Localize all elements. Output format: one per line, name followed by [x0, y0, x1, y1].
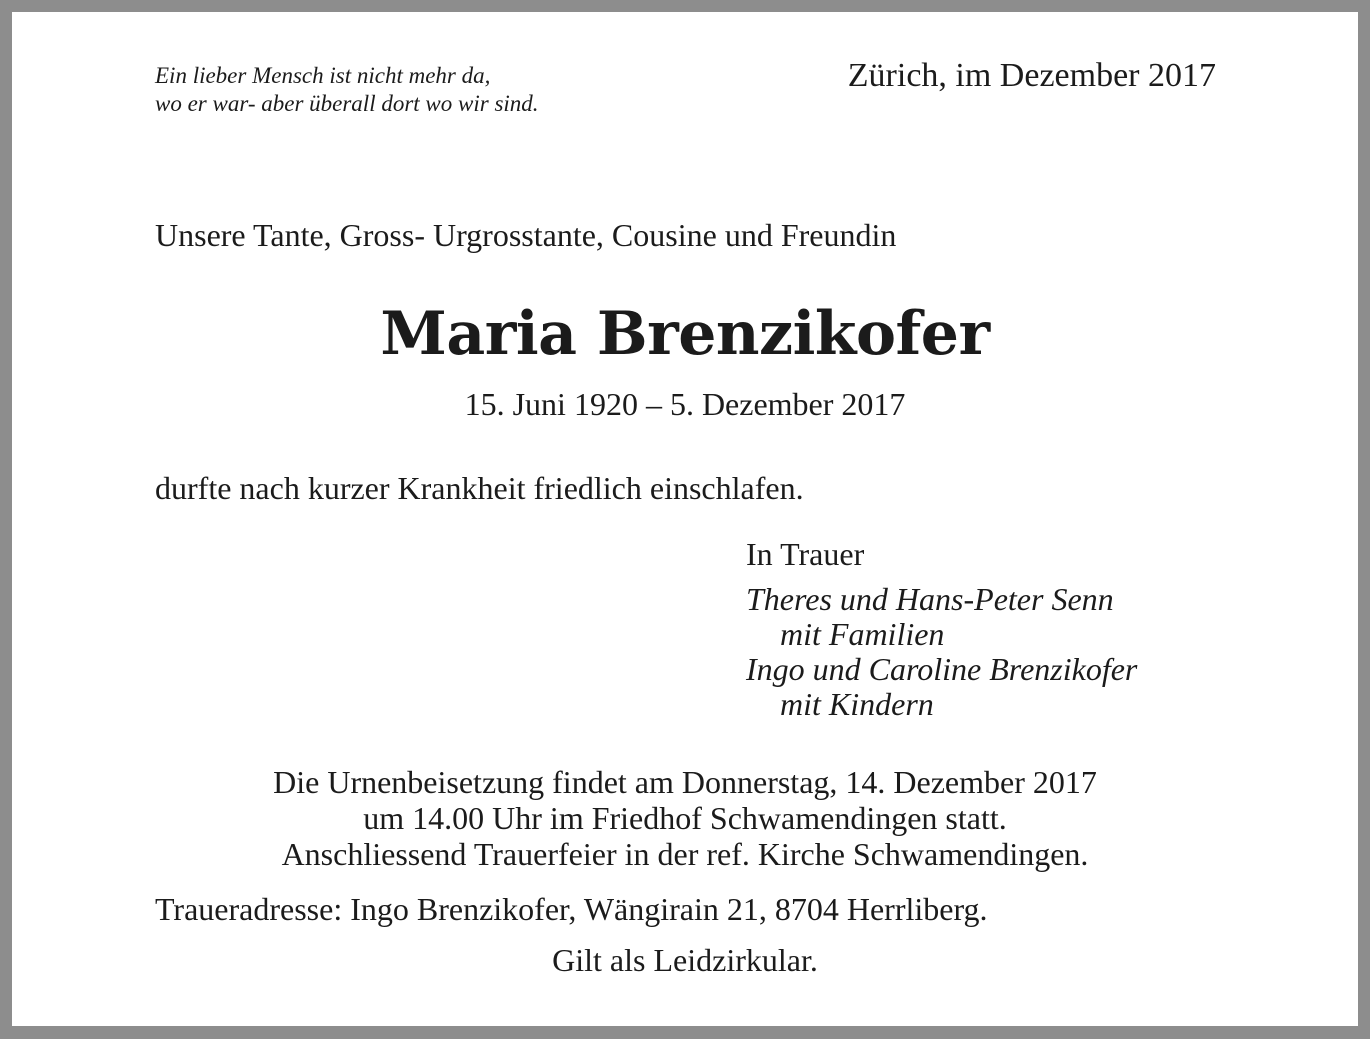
- life-dates: 15. Juni 1920 – 5. Dezember 2017: [464, 386, 906, 422]
- ceremony-line-1: Die Urnenbeisetzung findet am Donnerstag, 14. Dezember 2017: [273, 764, 1097, 800]
- mourner-names: Ingo und Caroline Brenzikofer: [746, 651, 1138, 687]
- memorial-quote: [155, 62, 539, 118]
- place-date: Zürich, im Dezember 2017: [847, 57, 1216, 94]
- mourners-heading: In Trauer: [746, 536, 865, 572]
- ceremony-line-3: Anschliessend Trauerfeier in der ref. Kirche Schwamendingen.: [281, 836, 1089, 872]
- mourner-family: mit Familien: [780, 616, 945, 652]
- quote-line-1: Ein lieber Mensch ist nicht mehr da,: [155, 63, 491, 88]
- ceremony-line-2: um 14.00 Uhr im Friedhof Schwamendingen statt.: [363, 800, 1007, 836]
- quote-line-2: wo er war- aber überall dort wo wir sind.: [155, 91, 539, 116]
- mourner-family: mit Kindern: [780, 686, 934, 722]
- ceremony-info: [12, 764, 1358, 872]
- mourner-names: Theres und Hans-Peter Senn: [746, 581, 1114, 617]
- passing-text: durfte nach kurzer Krankheit friedlich einschlafen.: [155, 470, 804, 506]
- relationship-intro: Unsere Tante, Gross- Urgrosstante, Cousine und Freundin: [155, 217, 897, 253]
- deceased-name: Maria Brenzikofer: [380, 299, 990, 369]
- mourners-block: [746, 537, 1137, 722]
- circular-note: Gilt als Leidzirkular.: [552, 942, 818, 978]
- mourning-address: Traueradresse: Ingo Brenzikofer, Wängirain 21, 8704 Herrliberg.: [155, 891, 988, 927]
- obituary-notice: [12, 12, 1358, 1026]
